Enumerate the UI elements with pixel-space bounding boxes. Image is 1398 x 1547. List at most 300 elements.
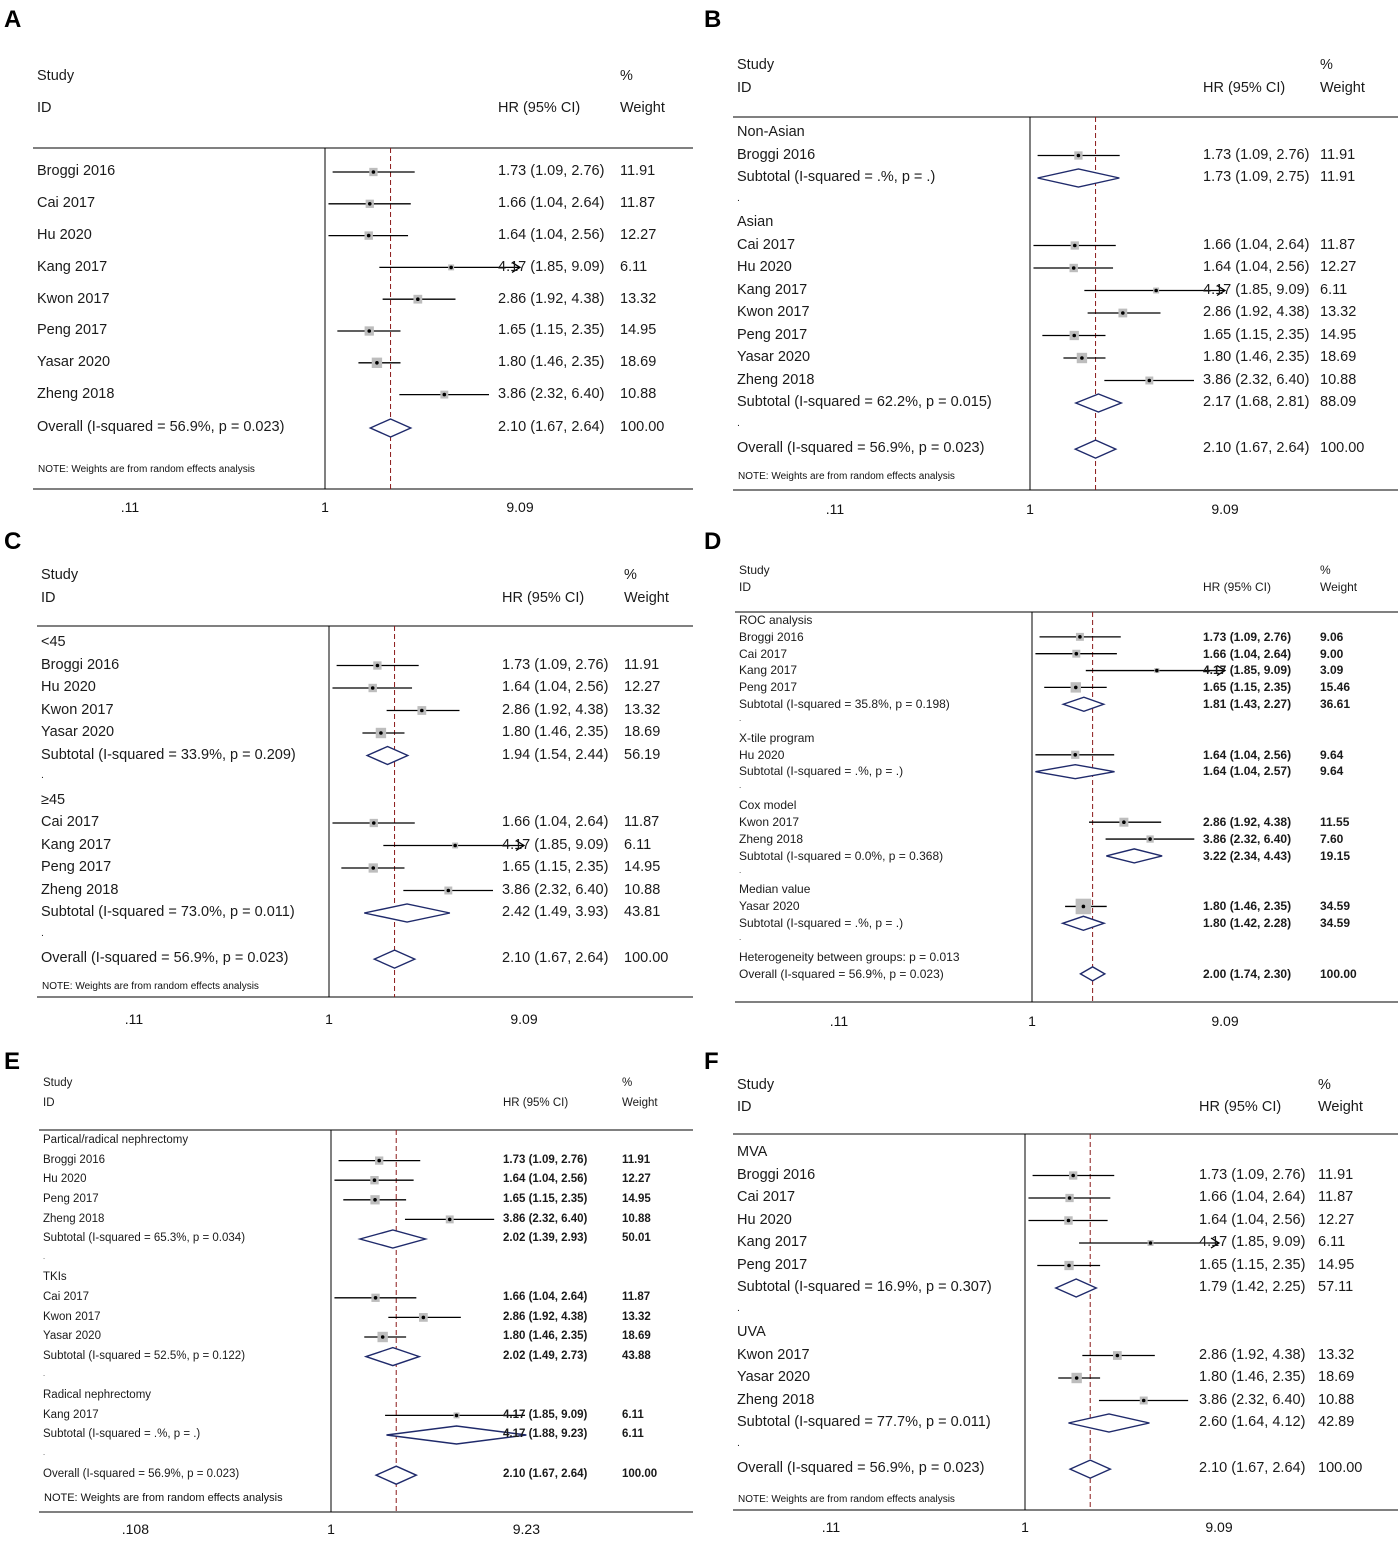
point-estimate (371, 686, 375, 690)
study-label: Zheng 2018 (737, 371, 815, 388)
point-estimate (1080, 356, 1084, 360)
axis-tick-label: 9.09 (1211, 1013, 1239, 1029)
subtotal-diamond (1106, 849, 1162, 863)
study-label: Kang 2017 (41, 836, 112, 853)
hr-ci-value: 2.86 (1.92, 4.38) (502, 701, 609, 718)
study-label: Yasar 2020 (739, 899, 800, 914)
hr-ci-value: 1.66 (1.04, 2.64) (1199, 1189, 1306, 1206)
weight-value: 14.95 (620, 322, 657, 339)
point-estimate (1148, 379, 1152, 383)
weight-value: 6.11 (1318, 1234, 1346, 1251)
overall-diamond (1080, 967, 1104, 981)
hr-ci-value: 4.17 (1.85, 9.09) (1203, 663, 1292, 678)
hr-ci-value: 2.10 (1.67, 2.64) (498, 419, 605, 436)
point-estimate (449, 266, 453, 270)
group-label: Radical nephrectomy (43, 1388, 152, 1401)
dot-label: . (43, 1447, 46, 1457)
hr-ci-value: 1.80 (1.46, 2.35) (1203, 349, 1310, 366)
header-id: ID (43, 1097, 55, 1110)
axis-tick-label: .108 (121, 1521, 149, 1537)
weight-value: 6.11 (624, 836, 652, 853)
group-label: <45 (41, 634, 66, 651)
hr-ci-value: 1.66 (1.04, 2.64) (502, 814, 609, 831)
hr-ci-value: 1.65 (1.15, 2.35) (1203, 680, 1292, 695)
hr-ci-value: 4.17 (1.85, 9.09) (498, 258, 605, 275)
point-estimate (1148, 837, 1152, 841)
point-estimate (367, 329, 371, 333)
hr-ci-value: 2.10 (1.67, 2.64) (1199, 1460, 1306, 1477)
weight-value: 11.91 (620, 163, 656, 180)
weight-value: 11.91 (1318, 1166, 1354, 1183)
overall-label: Overall (I-squared = 56.9%, p = 0.023) (41, 950, 289, 967)
header-study: Study (737, 57, 775, 74)
header-study: Study (739, 562, 770, 577)
header-percent: % (1320, 57, 1333, 74)
weight-value: 10.88 (622, 1212, 651, 1225)
study-label: Hu 2020 (37, 226, 92, 243)
hr-ci-value: 1.73 (1.09, 2.76) (502, 656, 609, 673)
weight-value: 11.87 (620, 195, 656, 212)
hr-ci-value: 1.80 (1.46, 2.35) (502, 724, 609, 741)
weight-value: 9.64 (1320, 764, 1344, 779)
study-label: Kang 2017 (739, 663, 798, 678)
subtotal-diamond (360, 1230, 426, 1248)
study-label: Cai 2017 (43, 1290, 90, 1303)
header-percent: % (620, 68, 633, 85)
dot-label: . (41, 769, 44, 782)
group-label: X-tile program (739, 730, 815, 745)
hr-ci-value: 1.80 (1.46, 2.35) (1199, 1369, 1306, 1386)
weight-value: 100.00 (620, 419, 665, 436)
header-study: Study (41, 567, 79, 584)
weight-value: 14.95 (622, 1192, 651, 1205)
weight-value: 18.69 (620, 354, 657, 371)
hr-ci-value: 1.65 (1.15, 2.35) (1199, 1256, 1306, 1273)
overall-diamond (370, 419, 410, 437)
point-estimate (1072, 334, 1076, 338)
point-estimate (422, 1316, 426, 1320)
study-label: Kwon 2017 (737, 304, 810, 321)
point-estimate (375, 361, 379, 365)
subtotal-label: Subtotal (I-squared = 33.9%, p = 0.209) (41, 746, 296, 763)
study-label: Kwon 2017 (737, 1346, 810, 1363)
subtotal-diamond (364, 904, 450, 922)
subtotal-diamond (1068, 1414, 1149, 1432)
point-estimate (1154, 289, 1158, 293)
hr-ci-value: 1.65 (1.15, 2.35) (498, 322, 605, 339)
weight-value: 18.69 (1320, 349, 1357, 366)
header-id: ID (37, 100, 52, 117)
hr-ci-value: 1.73 (1.09, 2.76) (1203, 146, 1310, 163)
weight-value: 10.88 (624, 881, 661, 898)
weight-value: 100.00 (1320, 440, 1365, 457)
point-estimate (1078, 635, 1082, 639)
hr-ci-value: 2.42 (1.49, 3.93) (502, 904, 609, 921)
hr-ci-value: 2.86 (1.92, 4.38) (1203, 815, 1292, 829)
header-percent: % (1320, 562, 1331, 577)
study-label: Peng 2017 (37, 322, 108, 339)
header-hr: HR (95% CI) (503, 1097, 569, 1110)
study-label: Cai 2017 (37, 195, 96, 212)
hr-ci-value: 1.64 (1.04, 2.56) (502, 679, 609, 696)
header-weight: Weight (1320, 80, 1365, 97)
group-label: TKIs (43, 1271, 67, 1284)
study-label: Cai 2017 (737, 1189, 796, 1206)
axis-tick-label: .11 (124, 1011, 144, 1027)
subtotal-label: Subtotal (I-squared = 73.0%, p = 0.011) (41, 904, 295, 921)
study-label: Hu 2020 (41, 679, 96, 696)
dot-label: . (43, 1251, 46, 1261)
weight-value: 88.09 (1320, 394, 1357, 411)
hr-ci-value: 3.86 (2.32, 6.40) (502, 881, 609, 898)
axis-tick-label: 9.09 (510, 1011, 538, 1027)
study-label: Hu 2020 (737, 1211, 792, 1228)
panel-label-d: D (704, 528, 722, 555)
study-label: Hu 2020 (737, 259, 792, 276)
weight-value: 11.87 (624, 814, 660, 831)
weight-value: 57.11 (1318, 1279, 1354, 1296)
dot-label: . (737, 1301, 740, 1314)
weights-note: NOTE: Weights are from random effects analysis (38, 464, 255, 475)
hr-ci-value: 4.17 (1.85, 9.09) (502, 836, 609, 853)
group-label: Median value (739, 882, 811, 897)
weight-value: 11.91 (624, 656, 660, 673)
header-id: ID (737, 1099, 752, 1116)
hr-ci-value: 2.86 (1.92, 4.38) (503, 1310, 588, 1323)
hr-ci-value: 1.94 (1.54, 2.44) (502, 746, 609, 763)
study-label: Kang 2017 (737, 1234, 808, 1251)
hr-ci-value: 3.86 (2.32, 6.40) (498, 385, 605, 402)
group-label: ROC analysis (739, 612, 813, 627)
hr-ci-value: 2.10 (1.67, 2.64) (503, 1468, 588, 1481)
study-label: Kwon 2017 (37, 290, 110, 307)
overall-label: Overall (I-squared = 56.9%, p = 0.023) (737, 440, 985, 457)
weight-value: 12.27 (622, 1173, 651, 1186)
point-estimate (1155, 669, 1159, 673)
study-label: Kang 2017 (37, 258, 108, 275)
hr-ci-value: 1.66 (1.04, 2.64) (1203, 646, 1292, 661)
hr-ci-value: 1.64 (1.04, 2.57) (1203, 764, 1292, 779)
hr-ci-value: 2.60 (1.64, 4.12) (1199, 1414, 1306, 1431)
point-estimate (373, 1198, 377, 1202)
hr-ci-value: 4.17 (1.85, 9.09) (1199, 1234, 1306, 1251)
axis-tick-label: 1 (321, 499, 329, 515)
study-label: Kwon 2017 (41, 701, 114, 718)
subtotal-diamond (1038, 169, 1120, 187)
point-estimate (379, 731, 383, 735)
panel-label-a: A (4, 6, 22, 33)
weight-value: 14.95 (1320, 326, 1357, 343)
group-label: Partical/radical nephrectomy (43, 1134, 189, 1147)
dot-label: . (739, 865, 742, 875)
group-label: Heterogeneity between groups: p = 0.013 (739, 949, 960, 964)
study-label: Peng 2017 (737, 326, 808, 343)
panel-label-c: C (4, 528, 22, 555)
subtotal-diamond (1076, 394, 1121, 412)
study-label: Yasar 2020 (43, 1330, 101, 1343)
dot-label: . (739, 713, 742, 723)
subtotal-diamond (367, 747, 408, 765)
weight-value: 14.95 (1318, 1256, 1355, 1273)
hr-ci-value: 1.64 (1.04, 2.56) (1203, 747, 1292, 762)
study-label: Yasar 2020 (737, 1369, 811, 1386)
weight-value: 12.27 (1318, 1211, 1355, 1228)
header-id: ID (41, 590, 56, 607)
hr-ci-value: 1.80 (1.42, 2.28) (1203, 916, 1292, 931)
point-estimate (1121, 311, 1125, 315)
dot-label: . (739, 781, 742, 791)
group-label: Asian (737, 214, 774, 231)
weight-value: 13.32 (622, 1310, 651, 1323)
axis-tick-label: .11 (825, 501, 845, 517)
subtotal-label: Subtotal (I-squared = 35.8%, p = 0.198) (739, 697, 950, 712)
point-estimate (1075, 1376, 1079, 1380)
weight-value: 11.91 (1320, 146, 1356, 163)
point-estimate (455, 1414, 459, 1418)
weight-value: 13.32 (1318, 1346, 1355, 1363)
hr-ci-value: 4.17 (1.88, 9.23) (503, 1428, 588, 1441)
study-label: Zheng 2018 (43, 1212, 105, 1225)
point-estimate (416, 297, 420, 301)
weight-value: 50.01 (622, 1232, 651, 1245)
point-estimate (1074, 686, 1078, 690)
point-estimate (374, 1296, 378, 1300)
header-percent: % (1318, 1077, 1331, 1094)
subtotal-label: Subtotal (I-squared = 16.9%, p = 0.307) (737, 1279, 992, 1296)
weight-value: 11.87 (1320, 236, 1356, 253)
study-label: Zheng 2018 (41, 881, 119, 898)
study-label: Peng 2017 (41, 859, 112, 876)
weight-value: 43.81 (624, 904, 661, 921)
hr-ci-value: 1.66 (1.04, 2.64) (498, 195, 605, 212)
hr-ci-value: 1.79 (1.42, 2.25) (1199, 1279, 1306, 1296)
axis-tick-label: 1 (1021, 1519, 1029, 1535)
weight-value: 14.95 (624, 859, 661, 876)
subtotal-label: Subtotal (I-squared = 52.5%, p = 0.122) (43, 1349, 246, 1362)
hr-ci-value: 3.86 (2.32, 6.40) (1203, 371, 1310, 388)
hr-ci-value: 2.86 (1.92, 4.38) (498, 290, 605, 307)
axis-tick-label: 1 (1028, 1013, 1036, 1029)
study-label: Broggi 2016 (41, 656, 120, 673)
dot-label: . (43, 1369, 46, 1379)
hr-ci-value: 1.65 (1.15, 2.35) (1203, 326, 1310, 343)
header-id: ID (739, 579, 751, 594)
weight-value: 34.59 (1320, 916, 1351, 931)
subtotal-label: Subtotal (I-squared = .%, p = .) (43, 1428, 201, 1441)
point-estimate (376, 664, 380, 668)
weight-value: 100.00 (624, 950, 669, 967)
subtotal-label: Subtotal (I-squared = 0.0%, p = 0.368) (739, 848, 944, 863)
hr-ci-value: 1.81 (1.43, 2.27) (1203, 697, 1292, 712)
weight-value: 6.11 (620, 258, 648, 275)
weight-value: 18.69 (1318, 1369, 1355, 1386)
axis-tick-label: 9.09 (1205, 1519, 1233, 1535)
hr-ci-value: 1.64 (1.04, 2.56) (1199, 1211, 1306, 1228)
hr-ci-value: 1.80 (1.46, 2.35) (503, 1330, 588, 1343)
point-estimate (1071, 1174, 1075, 1178)
axis-tick-label: .11 (829, 1013, 849, 1029)
study-label: Peng 2017 (737, 1256, 808, 1273)
study-label: Peng 2017 (739, 680, 798, 695)
dot-label: . (737, 191, 740, 204)
axis-tick-label: 1 (1026, 501, 1034, 517)
study-label: Cai 2017 (739, 646, 788, 661)
point-estimate (1067, 1219, 1071, 1223)
subtotal-label: Subtotal (I-squared = 62.2%, p = 0.015) (737, 394, 992, 411)
point-estimate (1068, 1196, 1072, 1200)
weight-value: 13.32 (620, 290, 657, 307)
subtotal-diamond (1063, 916, 1104, 930)
subtotal-label: Subtotal (I-squared = 77.7%, p = 0.011) (737, 1414, 991, 1431)
subtotal-label: Subtotal (I-squared = .%, p = .) (737, 169, 936, 186)
hr-ci-value: 3.86 (2.32, 6.40) (1199, 1391, 1306, 1408)
weight-value: 42.89 (1318, 1414, 1355, 1431)
weight-value: 10.88 (620, 385, 657, 402)
header-weight: Weight (622, 1097, 658, 1110)
axis-tick-label: .11 (821, 1519, 841, 1535)
header-hr: HR (95% CI) (1203, 80, 1286, 97)
dot-label: . (41, 926, 44, 939)
hr-ci-value: 3.86 (2.32, 6.40) (503, 1212, 588, 1225)
study-label: Kang 2017 (737, 281, 808, 298)
study-label: Cai 2017 (41, 814, 100, 831)
hr-ci-value: 1.80 (1.46, 2.35) (1203, 899, 1292, 914)
hr-ci-value: 2.86 (1.92, 4.38) (1203, 304, 1310, 321)
hr-ci-value: 1.73 (1.09, 2.75) (1203, 169, 1310, 186)
header-weight: Weight (1320, 579, 1358, 594)
hr-ci-value: 1.64 (1.04, 2.56) (1203, 259, 1310, 276)
study-label: Zheng 2018 (739, 831, 804, 846)
hr-ci-value: 2.10 (1.67, 2.64) (502, 950, 609, 967)
study-label: Yasar 2020 (37, 354, 111, 371)
weight-value: 6.11 (622, 1408, 644, 1421)
point-estimate (1067, 1264, 1071, 1268)
axis-tick-label: 1 (325, 1011, 333, 1027)
hr-ci-value: 2.86 (1.92, 4.38) (1199, 1346, 1306, 1363)
panel-label-f: F (704, 1048, 719, 1075)
weights-note: NOTE: Weights are from random effects analysis (738, 1494, 955, 1505)
weight-value: 12.27 (1320, 259, 1357, 276)
axis-tick-label: 1 (327, 1521, 335, 1537)
weight-value: 34.59 (1320, 899, 1351, 914)
weight-value: 100.00 (1320, 966, 1357, 981)
subtotal-diamond (366, 1348, 419, 1366)
dot-label: . (737, 416, 740, 429)
point-estimate (1122, 820, 1126, 824)
point-estimate (447, 889, 451, 893)
overall-diamond (376, 1466, 416, 1484)
study-label: Kwon 2017 (43, 1310, 101, 1323)
hr-ci-value: 1.66 (1.04, 2.64) (503, 1290, 588, 1303)
axis-tick-label: 9.09 (1211, 501, 1239, 517)
point-estimate (367, 234, 371, 238)
weight-value: 11.87 (1318, 1189, 1354, 1206)
axis-tick-label: 9.23 (512, 1521, 540, 1537)
hr-ci-value: 3.22 (2.34, 4.43) (1203, 848, 1292, 863)
point-estimate (371, 866, 375, 870)
weight-value: 7.60 (1320, 831, 1344, 846)
subtotal-diamond (1063, 697, 1103, 711)
weight-value: 11.91 (1320, 169, 1356, 186)
study-label: Broggi 2016 (43, 1153, 106, 1166)
hr-ci-value: 1.80 (1.46, 2.35) (498, 354, 605, 371)
weight-value: 100.00 (1318, 1460, 1363, 1477)
header-percent: % (622, 1077, 633, 1090)
subtotal-label: Subtotal (I-squared = .%, p = .) (739, 764, 904, 779)
weight-value: 9.06 (1320, 629, 1344, 644)
point-estimate (443, 393, 447, 397)
hr-ci-value: 3.86 (2.32, 6.40) (1203, 831, 1292, 846)
study-label: Broggi 2016 (737, 146, 816, 163)
weight-value: 56.19 (624, 746, 661, 763)
hr-ci-value: 2.17 (1.68, 2.81) (1203, 394, 1310, 411)
weight-value: 36.61 (1320, 697, 1351, 712)
hr-ci-value: 1.65 (1.15, 2.35) (502, 859, 609, 876)
subtotal-diamond (1035, 765, 1114, 779)
hr-ci-value: 1.73 (1.09, 2.76) (498, 163, 605, 180)
hr-ci-value: 1.65 (1.15, 2.35) (503, 1192, 588, 1205)
header-weight: Weight (620, 100, 665, 117)
weight-value: 13.32 (1320, 304, 1357, 321)
weight-value: 6.11 (1320, 281, 1348, 298)
weight-value: 19.15 (1320, 848, 1351, 863)
point-estimate (1142, 1399, 1146, 1403)
hr-ci-value: 1.73 (1.09, 2.76) (503, 1153, 588, 1166)
group-label: ≥45 (41, 791, 66, 808)
group-label: Cox model (739, 798, 797, 813)
weight-value: 6.11 (622, 1428, 644, 1441)
hr-ci-value: 1.66 (1.04, 2.64) (1203, 236, 1310, 253)
header-percent: % (624, 567, 637, 584)
study-label: Cai 2017 (737, 236, 796, 253)
panel-label-e: E (4, 1048, 21, 1075)
weight-value: 15.46 (1320, 680, 1351, 695)
weight-value: 12.27 (620, 226, 657, 243)
point-estimate (1116, 1354, 1120, 1358)
header-weight: Weight (1318, 1099, 1363, 1116)
hr-ci-value: 1.73 (1.09, 2.76) (1199, 1166, 1306, 1183)
overall-label: Overall (I-squared = 56.9%, p = 0.023) (739, 966, 944, 981)
header-id: ID (737, 80, 752, 97)
study-label: Broggi 2016 (739, 629, 804, 644)
overall-diamond (374, 950, 414, 968)
group-label: UVA (737, 1324, 766, 1341)
overall-label: Overall (I-squared = 56.9%, p = 0.023) (37, 419, 285, 436)
weight-value: 3.09 (1320, 663, 1344, 678)
hr-ci-value: 1.64 (1.04, 2.56) (503, 1173, 588, 1186)
point-estimate (368, 202, 372, 206)
overall-diamond (1070, 1460, 1110, 1478)
study-label: Broggi 2016 (737, 1166, 816, 1183)
study-label: Kwon 2017 (739, 815, 800, 829)
point-estimate (381, 1335, 385, 1339)
header-hr: HR (95% CI) (1203, 579, 1272, 594)
point-estimate (373, 1178, 377, 1182)
weight-value: 100.00 (622, 1468, 658, 1481)
point-estimate (372, 170, 376, 174)
weight-value: 43.88 (622, 1349, 651, 1362)
hr-ci-value: 2.02 (1.39, 2.93) (503, 1232, 588, 1245)
header-hr: HR (95% CI) (498, 100, 581, 117)
header-study: Study (43, 1077, 73, 1090)
study-label: Broggi 2016 (37, 163, 116, 180)
study-label: Hu 2020 (739, 747, 785, 762)
point-estimate (1073, 244, 1077, 248)
study-label: Peng 2017 (43, 1192, 99, 1205)
point-estimate (1073, 753, 1077, 757)
weight-value: 10.88 (1318, 1391, 1355, 1408)
study-label: Yasar 2020 (737, 349, 811, 366)
